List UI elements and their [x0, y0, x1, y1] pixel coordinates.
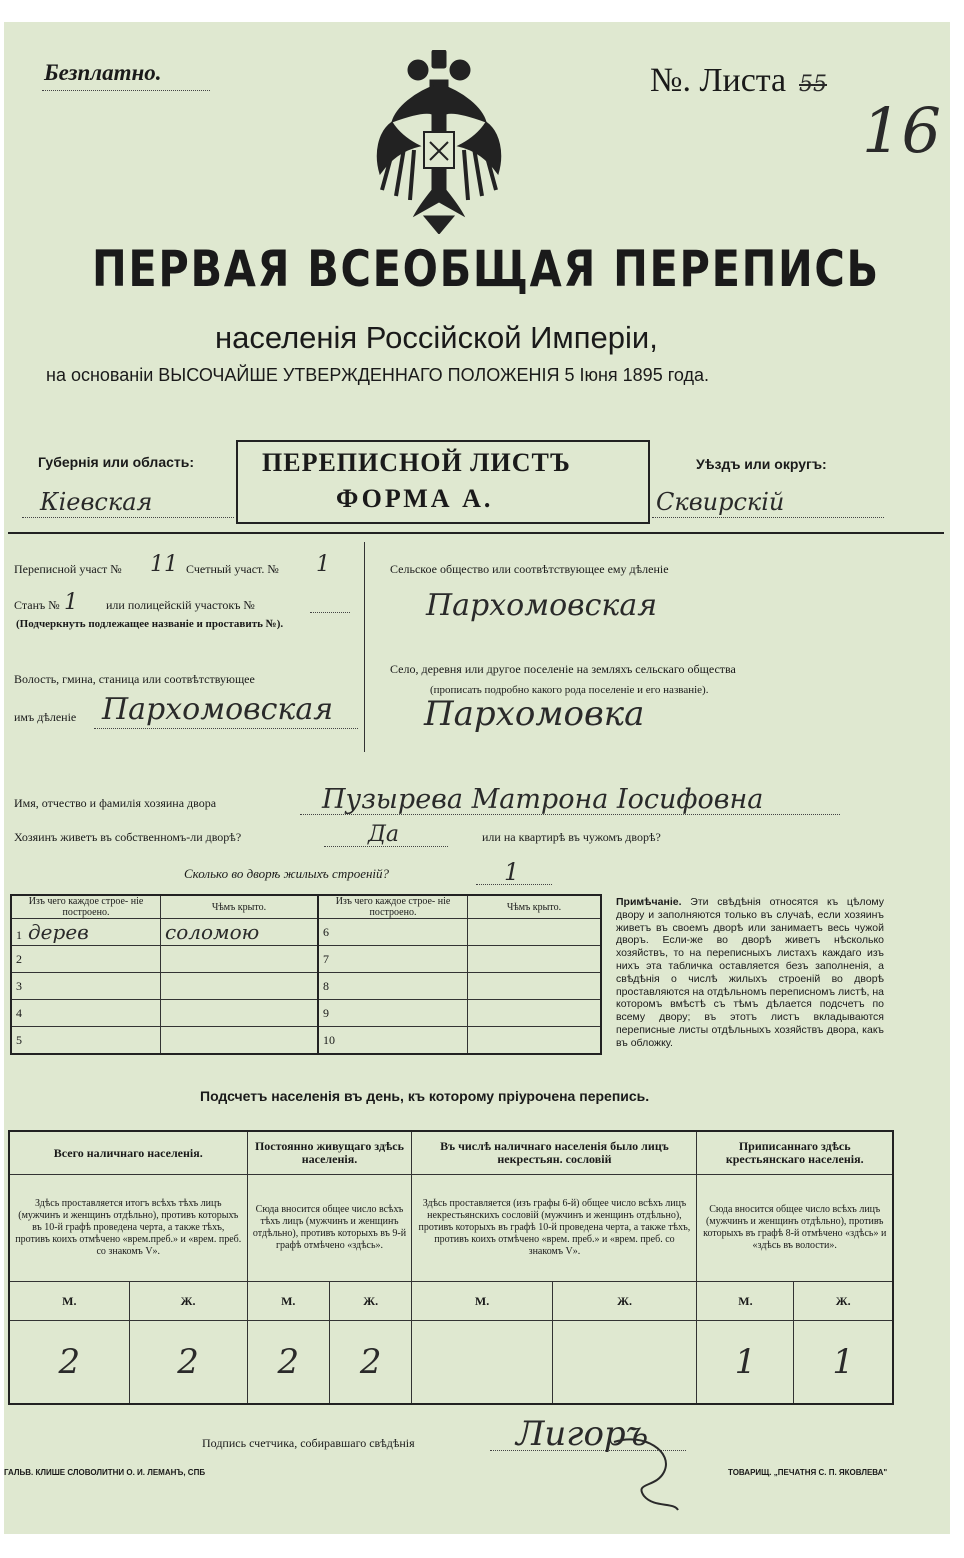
village-note: (прописать подробно какого рода поселеніе и его названіе).: [430, 684, 709, 696]
roof-value: [161, 1027, 319, 1055]
society-value: Пархомовская: [426, 588, 658, 623]
row-number: 9: [318, 1000, 468, 1027]
female-header: Ж.: [794, 1282, 893, 1321]
female-header: Ж.: [129, 1282, 247, 1321]
count-plot-label: Счетный участ. №: [186, 562, 279, 576]
free-label: Безплатно.: [44, 60, 162, 85]
uezd-label: Уѣздъ или округъ:: [696, 456, 827, 472]
row-number: 7: [318, 946, 468, 973]
signature-value: Лигоръ: [516, 1414, 649, 1454]
stan-value: 1: [64, 590, 78, 615]
underline-note: (Подчеркнуть подлежащее названіе и проставить №).: [16, 618, 284, 630]
roof-value: [161, 973, 319, 1000]
female-value: 2: [329, 1321, 411, 1405]
roof-value: [468, 973, 602, 1000]
signature-label: Подпись счетчика, собиравшаго свѣдѣнія: [202, 1436, 415, 1450]
village-value: Пархомовка: [424, 694, 645, 734]
police-plot-label: или полицейскій участокъ №: [106, 598, 255, 612]
row-number: 5: [11, 1027, 161, 1055]
own-yard-label: Хозяинъ живетъ въ собственномъ-ли дворѣ?: [14, 830, 242, 844]
male-header: М.: [412, 1282, 552, 1321]
society-label: Сельское общество или соотвѣтствующее ему дѣленіе: [390, 562, 669, 576]
population-heading: Подсчетъ населенія въ день, къ которому пріурочена перепись.: [200, 1088, 650, 1104]
col-title: Въ числѣ наличнаго населенія было лицъ некрестьян. сословій: [412, 1131, 697, 1175]
table-row: [11, 973, 601, 1000]
col-material-2: Изъ чего каждое строе- ніе построено.: [318, 895, 468, 919]
owner-label: Имя, отчество и фамилія хозяина двора: [14, 796, 217, 810]
table-row: [11, 946, 601, 973]
table-row: [11, 919, 601, 946]
roof-value: [468, 1000, 602, 1027]
signature-flourish: [604, 1422, 694, 1512]
own-yard-value: Да: [368, 822, 400, 847]
other-yard-label: или на квартирѣ въ чужомъ дворѣ?: [482, 830, 661, 844]
gubernia-label: Губернія или область:: [38, 454, 195, 470]
buildings-table: [10, 894, 602, 1055]
male-value: [412, 1321, 552, 1405]
printer-right: ТОВАРИЩ. „ПЕЧАТНЯ С. П. ЯКОВЛЕВА": [728, 1468, 888, 1477]
sheet-number-crossed: 55: [799, 72, 827, 97]
roof-value: соломою: [161, 919, 319, 946]
main-title: ПЕРВАЯ ВСЕОБЩАЯ ПЕРЕПИСЬ: [92, 240, 880, 298]
count-plot-value: 1: [316, 552, 330, 577]
row-number: 8: [318, 973, 468, 1000]
col-desc: Сюда вносится общее число всѣхъ лицъ (мужчинъ и женщинъ отдѣльно), противъ которыхъ въ графѣ 8-й отмѣчено «здѣсь» и «здѣсь въ волости».: [697, 1175, 893, 1282]
col-title: Всего наличнаго населенія.: [9, 1131, 247, 1175]
row-number: 2: [11, 946, 161, 973]
population-table: [8, 1130, 894, 1405]
village-label: Село, деревня или другое поселеніе на земляхъ сельскаго общества: [390, 662, 736, 676]
basis-line: на основаніи ВЫСОЧАЙШЕ УТВЕРЖДЕННАГО ПОЛОЖЕНІЯ 5 Іюня 1895 года.: [46, 365, 710, 385]
sheet-number-label: №. Листа: [650, 62, 787, 99]
col-title: Постоянно живущаго здѣсь населенія.: [247, 1131, 412, 1175]
material-value: дерев: [28, 920, 89, 944]
owner-value: Пузырева Матрона Іосифовна: [322, 784, 764, 815]
census-plot-label: Переписной участ №: [14, 562, 122, 576]
sheet-number-handwritten: 16: [862, 94, 941, 167]
col-desc: Здѣсь проставляется итогъ всѣхъ тѣхъ лицъ (мужчинъ и женщинъ отдѣльно), противъ которыхъ въ 10-й графѣ проведена черта, а также тѣхъ, противъ коихъ отмѣчено «врем.преб.» и «врем. преб. со знакомъ V».: [9, 1175, 247, 1282]
table-row: [11, 1027, 601, 1055]
form-subtitle: ФОРМА А.: [336, 484, 494, 513]
col-title: Приписаннаго здѣсь крестьянскаго населенія.: [697, 1131, 893, 1175]
male-value: 2: [247, 1321, 329, 1405]
roof-value: [468, 946, 602, 973]
table-row: [11, 1000, 601, 1027]
census-sheet: [4, 22, 950, 1534]
col-roof-2: Чѣмъ крыто.: [468, 895, 602, 919]
col-desc: Сюда вносится общее число всѣхъ тѣхъ лицъ (мужчинъ и женщинъ отдѣльно), противъ которыхъ въ 9-й графѣ отмѣчено «здѣсь».: [247, 1175, 412, 1282]
roof-value: [161, 1000, 319, 1027]
printer-left: ГАЛЬВ. КЛИШЕ СЛОВОЛИТНИ О. И. ЛЕМАНЪ, СПБ: [4, 1468, 206, 1477]
female-value: [552, 1321, 697, 1405]
col-material: Изъ чего каждое строе- ніе построено.: [11, 895, 161, 919]
census-plot-value: 11: [150, 552, 178, 577]
female-value: 1: [794, 1321, 893, 1405]
buildings-value: 1: [504, 858, 520, 886]
roof-value: [161, 946, 319, 973]
male-value: 2: [9, 1321, 129, 1405]
col-roof: Чѣмъ крыто.: [161, 895, 319, 919]
coat-of-arms-icon: [374, 50, 504, 234]
gubernia-value: Кіевская: [40, 488, 153, 516]
row-number: 4: [11, 1000, 161, 1027]
row-number: 10: [318, 1027, 468, 1055]
col-desc: Здѣсь проставляется (изъ графы 6-й) общее число всѣхъ лицъ некрестьянскихъ сословій (мужчинъ и женщинъ отдѣльно), противъ которыхъ въ графѣ 10-й проведена черта, а также тѣхъ, противъ коихъ отмѣчено «врем. преб.» и «врем. преб. со знакомъ V».: [412, 1175, 697, 1282]
male-header: М.: [9, 1282, 129, 1321]
stan-label: Станъ №: [14, 598, 60, 612]
female-header: Ж.: [329, 1282, 411, 1321]
buildings-label: Сколько во дворѣ жилыхъ строеній?: [184, 866, 390, 881]
note-heading: Примѣчаніе.: [616, 896, 682, 908]
row-number: 3: [11, 973, 161, 1000]
volost-label-2: имъ дѣленіе: [14, 710, 77, 724]
uezd-value: Сквирскій: [656, 488, 785, 516]
row-number: 1: [16, 928, 22, 942]
roof-value: [468, 919, 602, 946]
subtitle: населенія Россійской Имперіи,: [215, 320, 658, 355]
male-value: 1: [697, 1321, 794, 1405]
roof-value: [468, 1027, 602, 1055]
note-block: [616, 896, 884, 1050]
female-value: 2: [129, 1321, 247, 1405]
male-header: М.: [247, 1282, 329, 1321]
note-text: Эти свѣдѣнія относятся къ цѣлому двору и заполняются только въ случаѣ, если хозяинъ живетъ въ своемъ дворѣ или занимаетъ весь чужой дворъ. Если-же во дворѣ живетъ нѣсколько хозяйствъ, то на переписныхъ листахъ каждаго изъ нихъ эта табличка оставляется безъ заполненія, а свѣдѣнія о числѣ жилыхъ строеній во дворѣ проставляются на отдѣльномъ переписномъ листѣ, на которомъ вмѣстѣ съ тѣмъ дѣлается подсчетъ по всему двору; въ этотъ листъ вкладываются переписные листы отдѣльныхъ хозяйствъ двора, какъ въ обложку.: [616, 896, 884, 1049]
female-header: Ж.: [552, 1282, 697, 1321]
volost-label: Волость, гмина, станица или соотвѣтствующее: [14, 672, 255, 686]
male-header: М.: [697, 1282, 794, 1321]
volost-value: Пархомовская: [102, 692, 334, 727]
form-title: ПЕРЕПИСНОЙ ЛИСТЪ: [262, 448, 571, 477]
row-number: 6: [318, 919, 468, 946]
